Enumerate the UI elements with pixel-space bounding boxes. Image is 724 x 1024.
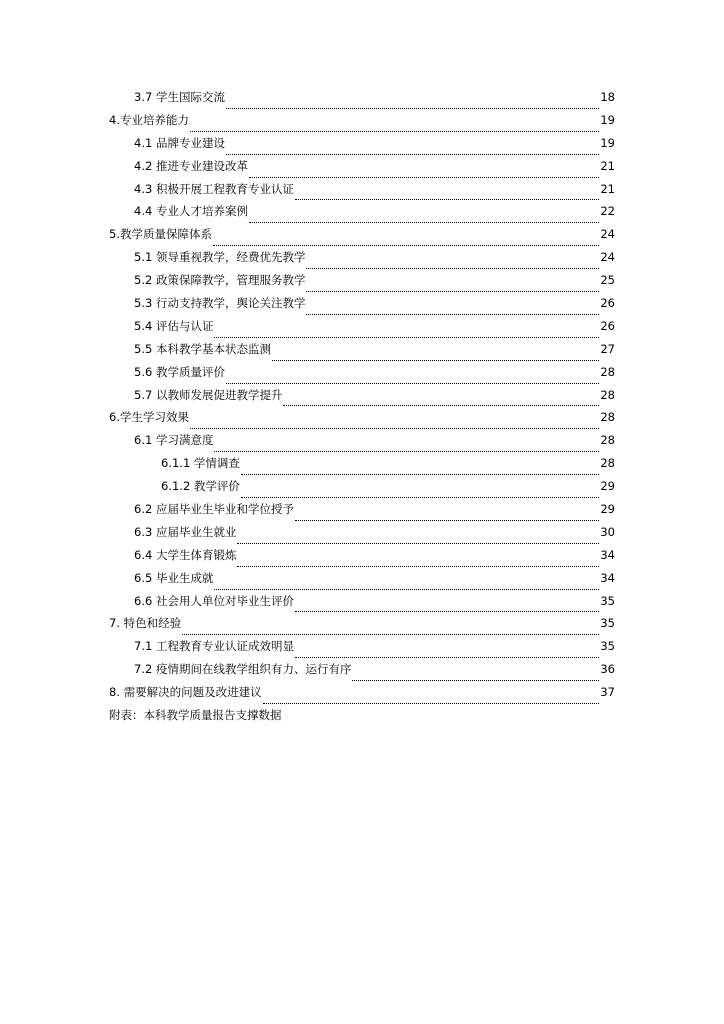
toc-entry-title: 7. 特色和经验 [109,616,182,631]
toc-entry-title: 4.专业培养能力 [109,112,189,127]
dot-leader [226,108,599,109]
toc-entry[interactable] [0,136,724,159]
toc-entry-title: 5.教学质量保障体系 [109,227,212,242]
toc-entry[interactable] [0,296,724,319]
toc-entry-title: 6.学生学习效果 [109,410,189,425]
toc-entry-title: 6.2 应届毕业生毕业和学位授予 [134,502,294,517]
dot-leader [190,428,599,429]
toc-entry[interactable] [0,571,724,594]
toc-entry-title: 5.7 以教师发展促进教学提升 [134,387,283,402]
dot-leader [283,405,599,406]
dot-leader [249,177,599,178]
toc-entry-page-number: 34 [600,547,615,562]
toc-entry[interactable] [0,502,724,525]
toc-entry-title: 6.1.2 教学评价 [161,479,240,494]
appendix-entry[interactable]: 附表：本科教学质量报告支撑数据 [109,708,282,723]
toc-entry-title: 8. 需要解决的问题及改进建议 [109,685,262,700]
toc-entry[interactable] [0,594,724,617]
toc-entry-page-number: 28 [600,410,615,425]
toc-entry[interactable] [0,479,724,502]
toc-entry-title: 5.3 行动支持教学，舆论关注教学 [134,296,306,311]
dot-leader [306,291,599,292]
toc-entry[interactable] [0,639,724,662]
dot-leader [241,497,599,498]
toc-entry[interactable] [0,685,724,708]
toc-entry-title: 3.7 学生国际交流 [134,90,225,104]
toc-entry-page-number: 18 [600,90,615,104]
toc-entry-page-number: 28 [600,433,615,448]
dot-leader [249,222,599,223]
toc-entry[interactable] [0,616,724,639]
toc-entry[interactable] [0,365,724,388]
toc-entry-page-number: 28 [600,456,615,471]
toc-entry-title: 4.4 专业人才培养案例 [134,204,248,219]
toc-entry-title: 5.2 政策保障教学，管理服务教学 [134,273,306,288]
toc-entry-page-number: 21 [600,181,615,196]
table-of-contents [0,90,724,731]
dot-leader [226,383,599,384]
toc-entry[interactable] [0,227,724,250]
dot-leader [352,680,599,681]
toc-entry-page-number: 19 [600,135,615,150]
dot-leader [295,657,599,658]
toc-entry-page-number: 29 [600,502,615,517]
toc-entry-title: 4.1 品牌专业建设 [134,135,225,150]
dot-leader [182,634,599,635]
toc-entry[interactable] [0,90,724,113]
toc-entry-page-number: 35 [600,639,615,654]
toc-entry-title: 4.3 积极开展工程教育专业认证 [134,181,294,196]
toc-entry-title: 4.2 推进专业建设改革 [134,158,248,173]
toc-entry[interactable] [0,388,724,411]
toc-entry-title: 6.3 应届毕业生就业 [134,524,237,539]
toc-entry-page-number: 26 [600,296,615,311]
toc-entry-page-number: 28 [600,387,615,402]
dot-leader [214,337,599,338]
dot-leader [214,589,599,590]
toc-entry[interactable] [0,548,724,571]
toc-entry[interactable] [0,342,724,365]
toc-entry-title: 5.6 教学质量评价 [134,364,225,379]
dot-leader [237,566,599,567]
toc-entry[interactable] [0,456,724,479]
toc-entry-page-number: 26 [600,318,615,333]
toc-entry-page-number: 21 [600,158,615,173]
dot-leader [226,154,599,155]
toc-entry-page-number: 35 [600,616,615,631]
toc-entry[interactable] [0,433,724,456]
toc-entry-title: 5.5 本科教学基本状态监测 [134,341,271,356]
toc-entry-page-number: 28 [600,364,615,379]
toc-entry-page-number: 24 [600,250,615,265]
toc-entry[interactable] [0,525,724,548]
dot-leader [263,703,600,704]
toc-entry-page-number: 34 [600,570,615,585]
dot-leader [272,360,599,361]
toc-entry-page-number: 30 [600,524,615,539]
toc-entry[interactable] [0,182,724,205]
toc-entry[interactable] [0,273,724,296]
toc-entry[interactable] [0,319,724,342]
dot-leader [241,474,599,475]
toc-entry[interactable] [0,113,724,136]
toc-entry-page-number: 37 [600,685,615,700]
toc-entry-page-number: 29 [600,479,615,494]
dot-leader [237,543,599,544]
toc-entry[interactable] [0,204,724,227]
dot-leader [214,451,599,452]
toc-entry-title: 6.5 毕业生成就 [134,570,214,585]
toc-entry[interactable] [0,159,724,182]
toc-entry-title: 5.4 评估与认证 [134,318,214,333]
dot-leader [295,520,599,521]
toc-entry-title: 6.1.1 学情调查 [161,456,240,471]
toc-entry-title: 7.1 工程教育专业认证成效明显 [134,639,294,654]
toc-entry-page-number: 24 [600,227,615,242]
toc-entry-page-number: 22 [600,204,615,219]
toc-entry[interactable] [0,410,724,433]
dot-leader [190,131,599,132]
dot-leader [295,611,599,612]
dot-leader [295,199,599,200]
toc-entry-page-number: 36 [600,662,615,677]
toc-entry-title: 7.2 疫情期间在线教学组织有力、运行有序 [134,662,352,677]
toc-entry-title: 6.6 社会用人单位对毕业生评价 [134,593,294,608]
toc-entries [0,90,724,708]
toc-entry-page-number: 25 [600,273,615,288]
toc-entry[interactable] [0,250,724,273]
toc-entry-title: 6.1 学习满意度 [134,433,214,448]
dot-leader [306,314,599,315]
toc-entry-page-number: 27 [600,341,615,356]
dot-leader [213,245,599,246]
toc-entry-page-number: 19 [600,112,615,127]
toc-entry-title: 6.4 大学生体育锻炼 [134,547,237,562]
toc-entry-page-number: 35 [600,593,615,608]
dot-leader [306,268,599,269]
toc-entry[interactable] [0,662,724,685]
toc-entry-title: 5.1 领导重视教学，经费优先教学 [134,250,306,265]
